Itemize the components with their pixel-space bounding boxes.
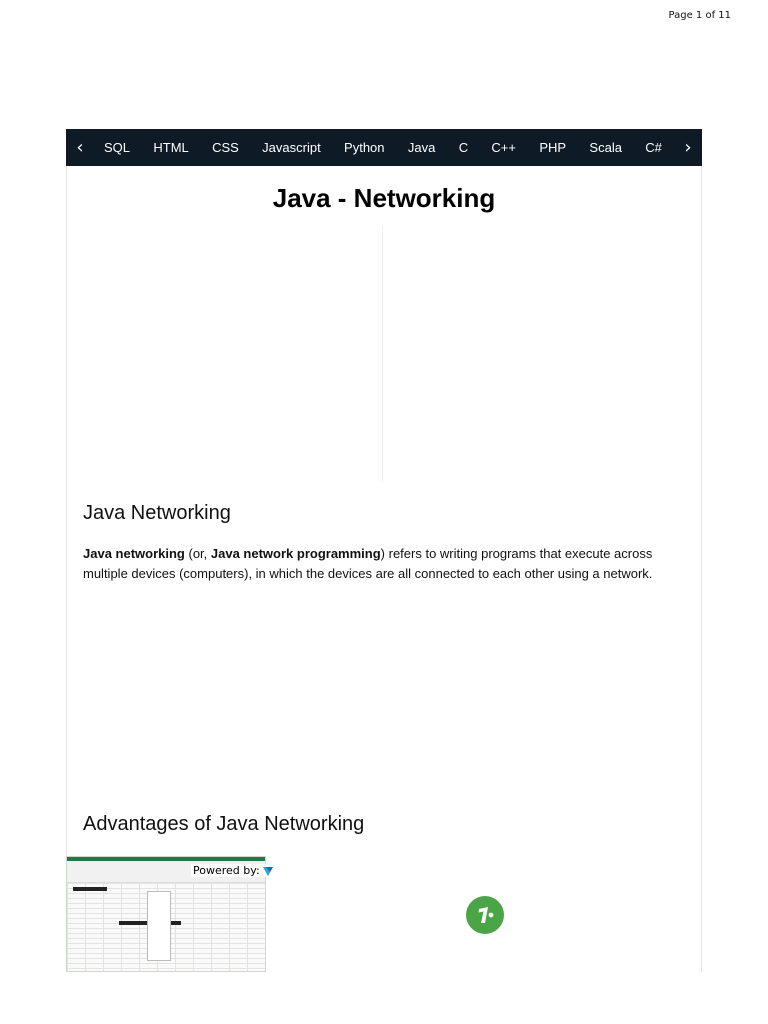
page-title: Java - Networking — [272, 183, 496, 213]
chevron-right-icon[interactable]: › — [684, 137, 692, 158]
nav-item-csharp[interactable]: C# — [645, 140, 662, 155]
nav-item-cpp[interactable]: C++ — [491, 140, 516, 155]
nav-item-html[interactable]: HTML — [153, 140, 189, 155]
nav-item-python[interactable]: Python — [344, 140, 385, 155]
language-navbar — [66, 129, 702, 166]
brand-logo-icon[interactable] — [466, 896, 504, 934]
page-counter: Page 1 of 11 — [668, 10, 731, 21]
nav-item-css[interactable]: CSS — [212, 140, 239, 155]
powered-by-text: Powered by: — [193, 864, 260, 877]
powered-by-label — [191, 864, 276, 877]
term-java-network-programming: Java network programming — [210, 546, 381, 561]
nav-items — [94, 140, 674, 155]
section-heading-java-networking: Java Networking — [83, 502, 231, 524]
section-heading-advantages: Advantages of Java Networking — [83, 813, 365, 835]
thumbnail-dropdown — [147, 891, 171, 961]
thumbnail-spreadsheet-grid — [67, 883, 265, 972]
paragraph-text-2: ) refers to writing programs that execute across multiple devices (computers), in which the devices are all connected to each other using a network. — [83, 546, 653, 581]
term-java-networking: Java networking — [83, 546, 185, 561]
powered-by-logo-icon — [262, 865, 274, 877]
ad-divider — [382, 225, 383, 481]
chevron-left-icon[interactable]: ‹ — [76, 137, 84, 158]
nav-item-javascript[interactable]: Javascript — [262, 140, 321, 155]
intro-paragraph — [83, 544, 683, 584]
paragraph-text-1: (or, — [184, 546, 211, 561]
nav-item-sql[interactable]: SQL — [104, 140, 131, 155]
nav-item-java[interactable]: Java — [407, 140, 436, 155]
thumbnail-header-cell — [73, 887, 107, 891]
nav-item-scala[interactable]: Scala — [589, 140, 622, 155]
nav-item-php[interactable]: PHP — [539, 140, 567, 155]
thumbnail-header-cell — [119, 921, 149, 925]
nav-item-c[interactable]: C — [458, 140, 469, 155]
